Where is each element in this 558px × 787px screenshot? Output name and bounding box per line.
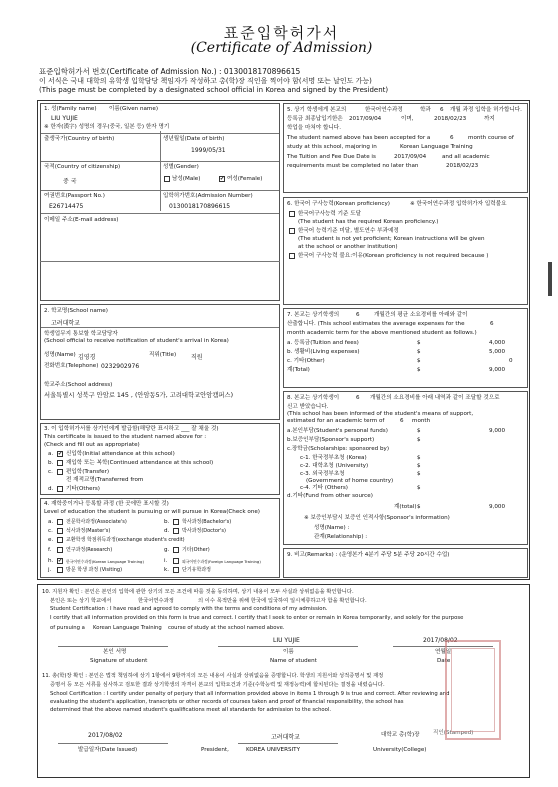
section-4-label: 4. 재학중이거나 등록할 과정 (한 곳에만 표시할 것) — [44, 501, 169, 507]
scholar-gov: c-3. 외국정부초청 — [300, 471, 345, 477]
dob-value: 1999/05/31 — [191, 147, 226, 154]
s10-line5b: course of study at the school named above. — [168, 625, 285, 631]
s6-opt2-en: (The student is not yet proficient; Korean instructions will be given — [298, 236, 485, 242]
sponsor-name-label: 성명(Name) : — [314, 525, 350, 531]
short-term-label: 단기유학과정 — [182, 567, 211, 573]
s7-months: 6 — [356, 312, 360, 318]
doctor-label: 박사과정(Doctor's) — [182, 528, 226, 534]
number-label: 표준입학허가서 번호(Certificate of Admission No.) : — [39, 67, 222, 76]
s5-en-months: 6 — [450, 135, 454, 141]
male-checkbox[interactable] — [164, 176, 170, 182]
name-label-en: Name of student — [270, 658, 317, 664]
scholar-korea: c-1. 한국정부초청 (Korea) — [300, 455, 367, 461]
student-name-sig: LIU YUJIE — [273, 637, 300, 644]
university-name-en: KOREA UNIVERSITY — [246, 747, 301, 753]
s10-course: 한국어연수과정 — [138, 598, 174, 604]
section-6 — [283, 197, 528, 305]
country-of-birth-label: 출생국가(Country of birth) — [44, 136, 115, 142]
master-label: 석사과정(Master's) — [66, 528, 111, 534]
initial-attendance-checkbox[interactable]: ✔ — [58, 451, 63, 457]
s8-line1: 8. 본교는 상기학생이 — [287, 395, 340, 401]
s5-line3: 학업을 마쳐야 합니다. — [287, 125, 341, 131]
other-value: 0 — [509, 358, 513, 364]
official-seal — [445, 640, 501, 740]
telephone-label: 전화번호(Telephone) — [44, 363, 99, 369]
official-label-ko: 학생업무지 통보할 학교담당자 — [44, 331, 118, 337]
s6-label: 6. 한국어 구사능력(Korean proficiency) — [287, 201, 390, 207]
signature-label-en: Signature of student — [90, 658, 148, 664]
personal-funds-label: a.본인부담(Student's personal funds) — [287, 428, 388, 434]
s8-line4b: month — [412, 418, 431, 424]
school-name-label: 2. 학교명(School name) — [44, 308, 108, 314]
scholar-gov-en: (Government of home country) — [306, 478, 394, 484]
title-english: (Certificate of Admission) — [190, 40, 373, 56]
living-label: b. 생활비(Living expenses) — [287, 349, 360, 355]
visiting-label: 방문 학생 과정 (Visiting) — [66, 567, 123, 573]
s6-opt2-checkbox[interactable] — [289, 228, 295, 234]
s5-en3: The Tuition and Fee Due Date is — [287, 154, 376, 160]
s5-en4: requirements must be completed no later than — [287, 163, 419, 169]
others-checkbox[interactable] — [57, 486, 63, 492]
s5-en-due: 2017/09/04 — [394, 154, 427, 160]
s8-months: 6 — [356, 395, 360, 401]
hanja-note: ※ 한자(漢字) 성명의 경우(중국, 일본 등) 한자 명기 — [44, 124, 170, 130]
certificate-number: 0130018170896615 — [223, 67, 301, 76]
s5-dept: 학과 — [420, 107, 431, 113]
instruction-en: (This page must be completed by a designated school official in Korea and signed by the President) — [39, 86, 389, 94]
citizenship-value: 중 국 — [63, 178, 77, 185]
university-college-label: University(College) — [373, 747, 427, 753]
female-label: 여성(Female) — [227, 176, 263, 182]
instruction — [39, 77, 529, 95]
initial-attendance-label: 신입학(Initial attendance at this school) — [66, 451, 175, 457]
total-value: 9,000 — [489, 367, 506, 373]
given-name-label: 이름(Given name) — [109, 106, 158, 112]
associate-label: 전문학사과정(Associate's) — [66, 519, 127, 525]
instruction-ko: 이 서식은 국내 대학의 유학생 입학담당 책임자가 작성하고 총(학)장 직인을 찍어야 함(서명 또는 날인도 가능) — [39, 77, 372, 85]
s5-major: Korean Language Training — [400, 144, 473, 150]
section-4-sub: Level of education the student is pursuing or will pursue in Korea(Check one) — [44, 509, 260, 515]
s11-line1: 11. 총(학)장 확인 : 본인은 법적 책임하에 상기 1항에서 9항까지의 모든 내용이 사실과 상위없음을 증명합니다. 학생의 지원서와 성적증명서 및 재정 — [42, 673, 384, 679]
section-2 — [40, 304, 280, 420]
section-3-label: 3. 이 입학허가서를 상기인에게 발급함(해당란 표시하고 ___ 잘 채울 것) — [44, 426, 219, 432]
s6-opt3: 한국어 구사능력 불요:이유(Korean proficiency is not required because ) — [298, 253, 489, 259]
s5-line1: 5. 상기 학생에게 본교의 — [287, 107, 347, 113]
s8-line3: (This school has been informed of the student's means of support, — [287, 411, 474, 417]
passport-value: E26714475 — [49, 203, 84, 210]
issue-date: 2017/08/02 — [88, 732, 123, 739]
s11-line5: determined that the above named student's qualifications meet all standards for admission to the school. — [50, 707, 332, 713]
s10-line5: of pursuing a — [50, 625, 85, 631]
s7-line3: month academic term for the above mentioned student as follows.) — [287, 330, 477, 336]
section-5 — [283, 103, 528, 193]
s5-due-date: 2017/09/04 — [349, 116, 382, 122]
section-9 — [283, 548, 528, 578]
admission-number-value: 0130018170896615 — [169, 203, 231, 210]
s5-en1: The student named above has been accepted for a — [287, 135, 431, 141]
other-course-checkbox[interactable] — [173, 547, 179, 553]
official-label-en: (School official to receive notification of student's arrival in Korea) — [44, 338, 229, 344]
section-3-sub1: This certificate is issued to the student named above for : — [44, 434, 207, 440]
s7-line2: 산출합니다. (This school estimates the average expenses for the — [287, 321, 465, 327]
others-label: 기타(Others) — [66, 486, 100, 492]
korean-language-checkbox[interactable]: ✔ — [58, 558, 63, 564]
foreign-language-label: 외국어연수과정(Foreign Language Training) — [182, 559, 261, 564]
s6-opt2-en2: at the school or another institution) — [298, 244, 398, 250]
s5-line2b: 이며, — [401, 116, 414, 122]
scholarships-label: c.장학금(Scholarships: sponsored by) — [287, 446, 390, 452]
s11-line3: School Certification : I certify under penalty of perjury that all information provided above in items 1 through 9 is true and correct. After reviewing and — [50, 691, 450, 697]
research-checkbox[interactable] — [57, 547, 63, 553]
dob-label: 생년월일(Date of birth) — [163, 136, 225, 142]
student-name: LIU YUJIE — [51, 115, 78, 122]
transferred-from-label: 전 재적교명(Transferred from — [66, 477, 144, 483]
female-checkbox[interactable]: ✔ — [220, 176, 225, 182]
scholar-others: c-4. 기타 (Others) — [300, 485, 348, 491]
date-label-ko: 연월일 — [435, 649, 452, 655]
s5-course: 한국어연수과정 — [365, 107, 403, 113]
email-label: 이메일 주소(E-mail address) — [44, 217, 119, 223]
s5-end-date: 2018/02/23 — [434, 116, 467, 122]
s6-opt1-checkbox[interactable] — [289, 211, 295, 217]
main-form — [37, 100, 530, 580]
s5-line2c: 까지 — [484, 116, 495, 122]
date-issued-label: 발급일자(Date Issued) — [78, 747, 138, 753]
s6-opt1: 한국어구사능력 기준 도달 — [298, 211, 361, 217]
section-4: 4. 재학중이거나 등록할 과정 (한 곳에만 표시할 것) Level of education the student is pursuing or will pursue in Korea(Check one) a. 전문학사과정(Associate's) b. 학사과정(Bachelor's) c. 석사과정(Master's) d. 박사과정(Doctor's) e. 교환학생 학점취득과정(exchange student's credit) f. 연구과정(Research) g. 기타(Other) h. ✔ 한국어연수과정(Korean Language Training) i. 외국어연수과정(Foreign Language Training) j. 방문 학생 과정 (Visiting) k. 단기유학과정 — [40, 498, 280, 578]
s10-course-en: Korean Language Training — [93, 625, 162, 631]
total-label: 계(Total) — [287, 367, 310, 373]
research-label: 연구과정(Research) — [66, 547, 113, 553]
sponsor-info-label: ※ 보증인부담시 보증인 인적사항(Sponsor's information) — [304, 515, 450, 521]
foreign-language-checkbox[interactable] — [173, 558, 179, 564]
s8-total-value: 9,000 — [489, 504, 506, 510]
s5-en2: study at this school, majoring in — [287, 144, 377, 150]
other-course-label: 기타(Other) — [182, 547, 210, 553]
certificate-number-line — [39, 66, 300, 77]
visiting-checkbox[interactable] — [57, 567, 63, 573]
s6-opt1-en: (The student has the required Korean proficiency.) — [298, 219, 439, 225]
scholar-univ: c-2. 대학초청 (University) — [300, 463, 369, 469]
korean-language-label: 한국어연수과정(Korean Language Training) — [66, 559, 144, 564]
official-title-label: 직위(Title) — [149, 352, 177, 358]
s6-opt3-checkbox[interactable] — [289, 253, 295, 259]
admission-number-label: 입학허가번호(Admission Number) — [163, 193, 253, 199]
transfer-label: 편입학(Transfer) — [66, 469, 110, 475]
bachelor-label: 학사과정(Bachelor's) — [182, 519, 232, 525]
official-title: 직원 — [191, 354, 203, 361]
s8-total-label: 계(total) — [394, 504, 417, 510]
president-label-ko: 대학교 총(학)장 — [381, 732, 420, 738]
transfer-checkbox[interactable] — [57, 469, 63, 475]
section-7: 7. 본교는 상기학생의 6 개월간의 평균 소요경비를 아래와 같이 산출합니다. (This school estimates the average expenses for the 6 month academic term for the above mentioned student as follows.) a. 등록금(Tuition and fees) $ 4,000 b. 생활비(Living expenses) $ 5,000 c. 기타(Other) $ 0 계(Total) $ 9,000 — [283, 308, 528, 388]
page-edge-mark — [548, 262, 552, 296]
s6-note: ※ 한국어연수과정 입학허가자 입력불요 — [410, 201, 507, 207]
school-name: 고려대학교 — [51, 320, 80, 327]
s8-line2: 신고 받았습니다. — [287, 404, 329, 410]
s10-line4: I certify that all information provided on this form is true and correct. I certify that I seek to enter or remain in Korea temporarily, and solely for the purpose — [50, 615, 464, 621]
name-label-ko: 이름 — [283, 649, 294, 655]
passport-label: 여권번호(Passport No.) — [44, 193, 105, 199]
remarks: 9. 비고(Remarks) : (운영본가 4분기 주당 5분 주당 20시간 수업) — [287, 552, 450, 558]
s8-months-en: 6 — [400, 418, 404, 424]
s10-line2b: 의 이수 목적만을 위해 한국에 입국하여 일시체류하고자 함을 확인합니다. — [198, 598, 367, 604]
family-name-label: 1. 성(Family name) — [44, 106, 97, 112]
s5-en1b: month course of — [468, 135, 514, 141]
doctor-checkbox[interactable] — [173, 528, 179, 534]
continued-attendance-checkbox[interactable] — [57, 460, 63, 466]
s8-line4: estimated for an academic term of — [287, 418, 385, 424]
personal-funds-value: 9,000 — [489, 428, 506, 434]
s10-line3: Student Certification : I have read and agreed to comply with the terms and conditions of my admission. — [50, 606, 328, 612]
school-address: 서울특별시 성북구 안암로 145 , (안암동5가, 고려대학교안암캠퍼스) — [44, 392, 234, 399]
s10-line2: 본인은 또는 상기 학교에서 — [50, 598, 112, 604]
s10-line1: 10. 지원자 확인 : 본인은 본인의 입학에 관한 상기의 모든 조건에 따를 것을 동의하며, 상기 내용이 모두 사실과 상위없음을 확인합니다. — [42, 589, 354, 595]
s5-months: 6 — [440, 107, 444, 113]
signature-label-ko: 본인 서명 — [103, 649, 127, 655]
tuition-value: 4,000 — [489, 340, 506, 346]
section-3-sub2: (Check and fill out as appropriate) — [44, 442, 140, 448]
exchange-checkbox[interactable] — [57, 537, 63, 543]
student-sign-date: 2017/08/02 — [423, 637, 458, 644]
president-label: President, — [201, 747, 229, 753]
associate-checkbox[interactable] — [57, 519, 63, 525]
bachelor-checkbox[interactable] — [173, 519, 179, 525]
school-address-label: 학교주소(School address) — [44, 382, 113, 388]
master-checkbox[interactable] — [57, 528, 63, 534]
telephone-value: 0232902976 — [101, 363, 140, 370]
s5-line1c: 개월 과정 입학을 허가합니다. — [450, 107, 522, 113]
sponsor-support-label: b.보증인부담(Sponsor's support) — [287, 437, 375, 443]
s7-months-en: 6 — [490, 321, 494, 327]
section-8: 8. 본교는 상기학생이 6 개월간의 소요경비를 아래 내역과 같이 조달할 것으로 신고 받았습니다. (This school has been informed of the student's means of support, estimated for an academic term of 6 month a.본인부담(Student's personal funds) $ 9,000 b.보증인부담(Sponsor's support) $ c.장학금(Scholarships: sponsored by) c-1. 한국정부초청 (Korea) $ c-2. 대학초청 (University) $ c-3. 외국정부초청 $ (Government of home country) c-4. 기타 (Others) $ d.기타(Fund from other source) 계(total) $ 9,000 ※ 보증인부담시 보증인 인적사항(Sponsor's information) 성명(Name) : 관계(Relationship) : — [283, 391, 528, 545]
other-label: c. 기타(Other) — [287, 358, 325, 364]
s7-line1b: 개월간의 평균 소요경비를 아래와 같이 — [374, 312, 468, 318]
s7-line1: 7. 본교는 상기학생의 — [287, 312, 340, 318]
seal-label: 직인(Stamped) — [433, 730, 474, 736]
exchange-label: 교환학생 학점취득과정(exchange student's credit) — [66, 537, 185, 543]
sponsor-relationship-label: 관계(Relationship) : — [314, 534, 368, 540]
tuition-label: a. 등록금(Tuition and fees) — [287, 340, 359, 346]
s8-line1b: 개월간의 소요경비를 아래 내역과 같이 조달할 것으로 — [370, 395, 500, 401]
male-label: 남성(Male) — [172, 176, 201, 182]
living-value: 5,000 — [489, 349, 506, 355]
s6-opt2: 한국어 능력기준 미달, 별도연수 부과예정 — [298, 228, 399, 234]
s5-en-end: 2018/02/23 — [446, 163, 479, 169]
gender-label: 성별(Gender) — [163, 164, 199, 170]
s11-line2: 증명서 등 모든 서류를 심사하고 검토한 결과 상기학생의 자격이 본교의 입학요건과 기준(수학능력 및 재정능력)에 합치된다는 결정을 내렸습니다. — [50, 682, 385, 688]
continued-attendance-label: 재입학 또는 복학(Continued attendance at this school) — [66, 460, 214, 466]
short-term-checkbox[interactable] — [173, 567, 179, 573]
official-name-label: 성명(Name) — [44, 352, 76, 358]
date-label-en: Date — [437, 658, 451, 664]
s11-line4: evaluating the student's application, transcripts or other records of courses taken and proof of financial responsibility, the school has — [50, 699, 404, 705]
section-3: 3. 이 입학허가서를 상기인에게 발급함(해당란 표시하고 ___ 잘 채울 것) This certificate is issued to the student named above for : (Check and fill out as appropriate) a. ✔ 신입학(Initial attendance at this school) b. 재입학 또는 복학(Continued attendance at this school) c. 편입학(Transfer) 전 재적교명(Transferred from d. 기타(Others) — [40, 423, 280, 495]
s5-en3b: and all academic — [442, 154, 490, 160]
citizenship-label: 국적(Country of citizenship) — [44, 164, 121, 170]
title-korean: 표준입학허가서 — [223, 24, 340, 42]
other-source-label: d.기타(Fund from other source) — [287, 493, 373, 499]
official-name: 김영경 — [78, 354, 96, 361]
university-name-ko: 고려대학교 — [271, 734, 300, 741]
s5-line2: 등록금 최종납입기한은 — [287, 116, 343, 122]
